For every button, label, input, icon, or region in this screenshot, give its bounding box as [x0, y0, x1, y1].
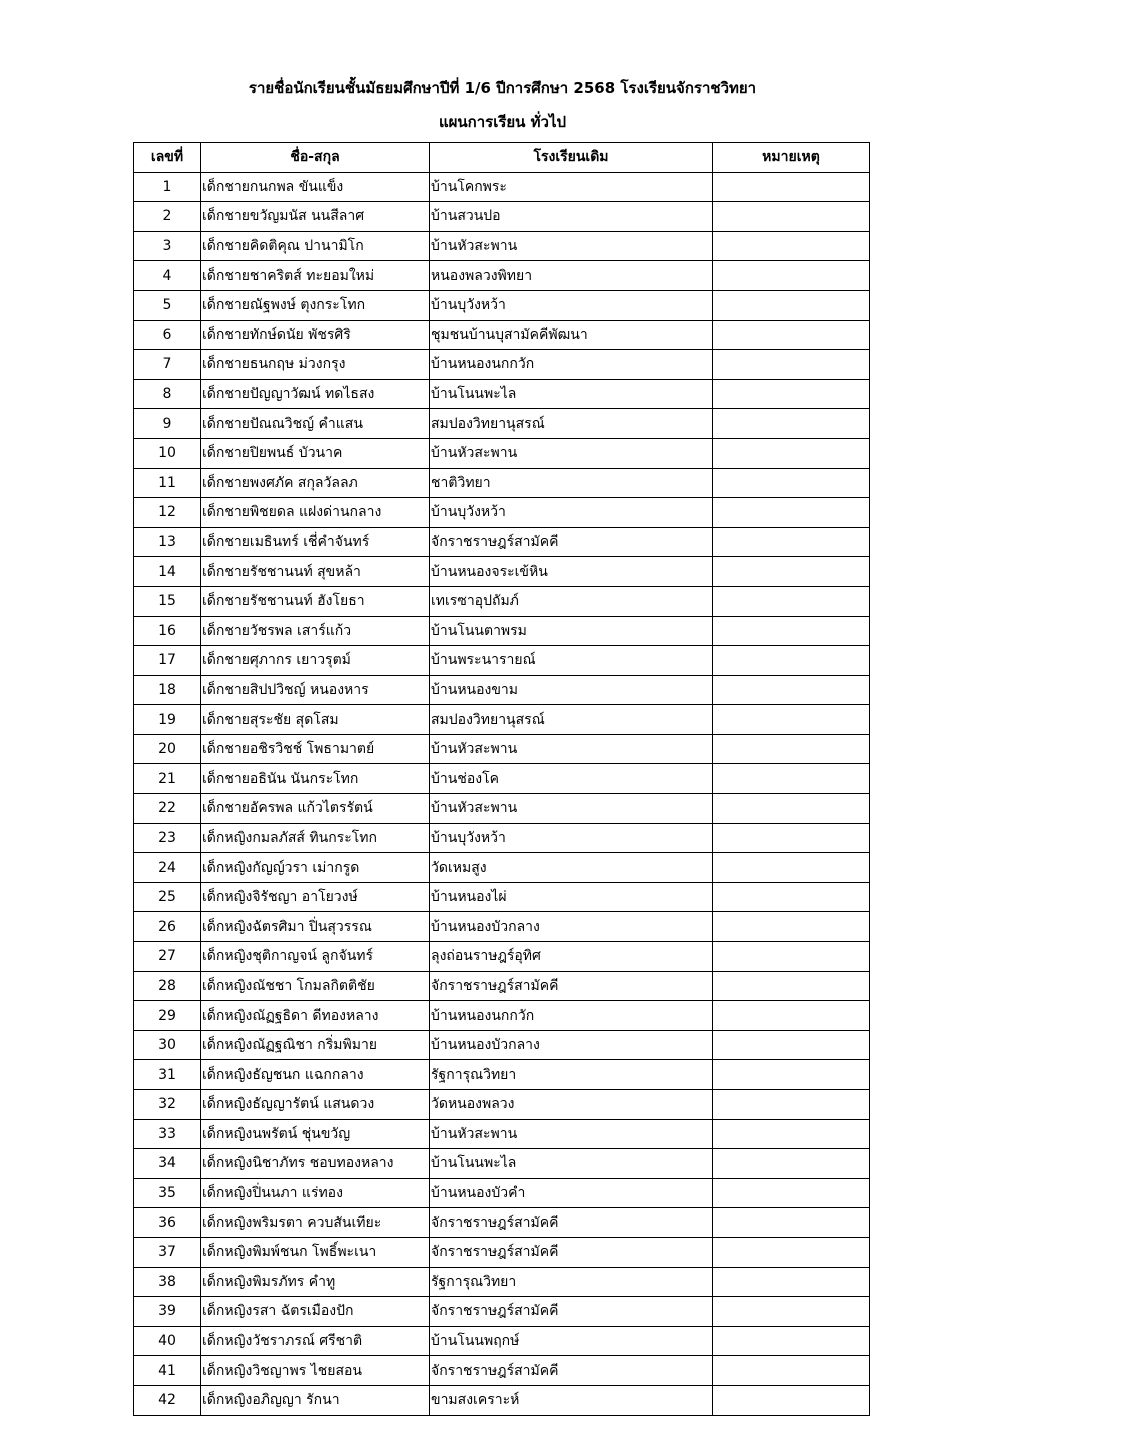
- remarks-cell: [713, 557, 870, 587]
- table-row: [134, 1001, 870, 1031]
- remarks-cell: [713, 734, 870, 764]
- previous-school-cell: บ้านหนองบัวกลาง: [430, 912, 713, 942]
- table-row: [134, 882, 870, 912]
- remarks-cell: [713, 202, 870, 232]
- student-name-cell: เด็กชายธนกฤษ ม่วงกรุง: [201, 350, 430, 380]
- remarks-cell: [713, 1149, 870, 1179]
- remarks-cell: [713, 1326, 870, 1356]
- remarks-cell: [713, 498, 870, 528]
- student-name-cell: เด็กหญิงนิชาภัทร ชอบทองหลาง: [201, 1149, 430, 1179]
- remarks-cell: [713, 823, 870, 853]
- remarks-cell: [713, 261, 870, 291]
- student-name-cell: เด็กชายอชิรวิชช์ โพธามาตย์: [201, 734, 430, 764]
- previous-school-cell: จักราชราษฎร์สามัคคี: [430, 1237, 713, 1267]
- table-row: [134, 1237, 870, 1267]
- number-cell: 15: [134, 586, 201, 616]
- remarks-cell: [713, 616, 870, 646]
- student-name-cell: เด็กหญิงณัชชา โกมลกิตติชัย: [201, 971, 430, 1001]
- previous-school-cell: บ้านโนนพะไล: [430, 379, 713, 409]
- table-row: [134, 853, 870, 883]
- student-name-cell: เด็กชายสิปปวิชญ์ หนองหาร: [201, 675, 430, 705]
- number-cell: 18: [134, 675, 201, 705]
- number-cell: 11: [134, 468, 201, 498]
- student-name-cell: เด็กชายชาคริตส์ ทะยอมใหม่: [201, 261, 430, 291]
- student-name-cell: เด็กชายพงศภัค สกุลวัลลภ: [201, 468, 430, 498]
- table-row: [134, 794, 870, 824]
- table-header-row: [134, 143, 870, 173]
- student-name-cell: เด็กชายทักษ์ดนัย พัชรศิริ: [201, 320, 430, 350]
- number-cell: 33: [134, 1119, 201, 1149]
- student-roster-table: [133, 142, 870, 1416]
- student-name-cell: เด็กชายอธินัน นันกระโทก: [201, 764, 430, 794]
- student-name-cell: เด็กชายปัญญาวัฒน์ ทดไธสง: [201, 379, 430, 409]
- number-cell: 20: [134, 734, 201, 764]
- number-cell: 2: [134, 202, 201, 232]
- remarks-cell: [713, 912, 870, 942]
- student-name-cell: เด็กชายกนกพล ขันแข็ง: [201, 172, 430, 202]
- previous-school-cell: ขามสงเคราะห์: [430, 1385, 713, 1415]
- student-name-cell: เด็กชายณัฐพงษ์ ตุงกระโทก: [201, 290, 430, 320]
- student-name-cell: เด็กหญิงฉัตรศิมา ปิ่นสุวรรณ: [201, 912, 430, 942]
- previous-school-cell: บ้านหนองนกกวัก: [430, 1001, 713, 1031]
- number-cell: 25: [134, 882, 201, 912]
- number-cell: 8: [134, 379, 201, 409]
- number-cell: 6: [134, 320, 201, 350]
- student-name-cell: เด็กหญิงพริมรตา ควบสันเทียะ: [201, 1208, 430, 1238]
- student-name-cell: เด็กหญิงกมลภัสส์ ทินกระโทก: [201, 823, 430, 853]
- previous-school-cell: เทเรซาอุปถัมภ์: [430, 586, 713, 616]
- previous-school-cell: บ้านโนนตาพรม: [430, 616, 713, 646]
- table-row: [134, 320, 870, 350]
- student-name-cell: เด็กหญิงรสา ฉัตรเมืองปัก: [201, 1297, 430, 1327]
- number-cell: 31: [134, 1060, 201, 1090]
- remarks-cell: [713, 1178, 870, 1208]
- previous-school-cell: บ้านหัวสะพาน: [430, 438, 713, 468]
- document-title: รายชื่อนักเรียนชั้นมัธยมศึกษาปีที่ 1/6 ปีการศึกษา 2568 โรงเรียนจักราชวิทยา: [248, 79, 757, 97]
- number-cell: 38: [134, 1267, 201, 1297]
- table-row: [134, 231, 870, 261]
- table-row: [134, 1385, 870, 1415]
- remarks-cell: [713, 350, 870, 380]
- table-row: [134, 379, 870, 409]
- column-header-remarks: หมายเหตุ: [713, 143, 870, 173]
- remarks-cell: [713, 1119, 870, 1149]
- student-name-cell: เด็กหญิงพิมรภัทร คำทู: [201, 1267, 430, 1297]
- table-row: [134, 1178, 870, 1208]
- number-cell: 1: [134, 172, 201, 202]
- student-name-cell: เด็กชายอัครพล แก้วไตรรัตน์: [201, 794, 430, 824]
- remarks-cell: [713, 646, 870, 676]
- previous-school-cell: รัฐการุณวิทยา: [430, 1267, 713, 1297]
- student-name-cell: เด็กชายสุระชัย สุดโสม: [201, 705, 430, 735]
- column-header-number: เลขที่: [134, 143, 201, 173]
- number-cell: 30: [134, 1030, 201, 1060]
- previous-school-cell: บ้านโนนพฤกษ์: [430, 1326, 713, 1356]
- table-row: [134, 172, 870, 202]
- student-name-cell: เด็กหญิงชุติกาญจน์ ลูกจันทร์: [201, 942, 430, 972]
- number-cell: 35: [134, 1178, 201, 1208]
- number-cell: 14: [134, 557, 201, 587]
- table-row: [134, 290, 870, 320]
- previous-school-cell: บ้านหัวสะพาน: [430, 231, 713, 261]
- previous-school-cell: บ้านพระนารายณ์: [430, 646, 713, 676]
- table-row: [134, 764, 870, 794]
- previous-school-cell: บ้านหัวสะพาน: [430, 794, 713, 824]
- previous-school-cell: บ้านหัวสะพาน: [430, 734, 713, 764]
- table-row: [134, 675, 870, 705]
- remarks-cell: [713, 290, 870, 320]
- table-row: [134, 1208, 870, 1238]
- number-cell: 32: [134, 1090, 201, 1120]
- table-row: [134, 971, 870, 1001]
- previous-school-cell: รัฐการุณวิทยา: [430, 1060, 713, 1090]
- student-name-cell: เด็กชายคิดติคุณ ปานามิโก: [201, 231, 430, 261]
- previous-school-cell: จักราชราษฎร์สามัคคี: [430, 1297, 713, 1327]
- remarks-cell: [713, 586, 870, 616]
- number-cell: 13: [134, 527, 201, 557]
- number-cell: 22: [134, 794, 201, 824]
- student-name-cell: เด็กชายปิยพนธ์ บัวนาค: [201, 438, 430, 468]
- previous-school-cell: บ้านโคกพระ: [430, 172, 713, 202]
- table-row: [134, 1356, 870, 1386]
- remarks-cell: [713, 882, 870, 912]
- number-cell: 17: [134, 646, 201, 676]
- number-cell: 29: [134, 1001, 201, 1031]
- previous-school-cell: หนองพลวงพิทยา: [430, 261, 713, 291]
- previous-school-cell: บ้านหนองจระเข้หิน: [430, 557, 713, 587]
- number-cell: 39: [134, 1297, 201, 1327]
- table-row: [134, 527, 870, 557]
- number-cell: 7: [134, 350, 201, 380]
- remarks-cell: [713, 1090, 870, 1120]
- previous-school-cell: จักราชราษฎร์สามัคคี: [430, 1208, 713, 1238]
- remarks-cell: [713, 794, 870, 824]
- previous-school-cell: วัดหนองพลวง: [430, 1090, 713, 1120]
- number-cell: 37: [134, 1237, 201, 1267]
- previous-school-cell: บ้านหนองไผ่: [430, 882, 713, 912]
- remarks-cell: [713, 1060, 870, 1090]
- column-header-previous-school: โรงเรียนเดิม: [430, 143, 713, 173]
- previous-school-cell: จักราชราษฎร์สามัคคี: [430, 971, 713, 1001]
- previous-school-cell: บ้านบุวังหว้า: [430, 498, 713, 528]
- student-name-cell: เด็กหญิงนพรัตน์ ชุ่นขวัญ: [201, 1119, 430, 1149]
- number-cell: 12: [134, 498, 201, 528]
- previous-school-cell: บ้านหนองบัวคำ: [430, 1178, 713, 1208]
- previous-school-cell: บ้านบุวังหว้า: [430, 290, 713, 320]
- student-name-cell: เด็กชายรัชชานนท์ ฮังโยธา: [201, 586, 430, 616]
- table-row: [134, 438, 870, 468]
- remarks-cell: [713, 527, 870, 557]
- remarks-cell: [713, 438, 870, 468]
- previous-school-cell: บ้านสวนปอ: [430, 202, 713, 232]
- student-name-cell: เด็กชายรัชชานนท์ สุขหล้า: [201, 557, 430, 587]
- previous-school-cell: บ้านหัวสะพาน: [430, 1119, 713, 1149]
- previous-school-cell: บ้านบุวังหว้า: [430, 823, 713, 853]
- table-row: [134, 409, 870, 439]
- previous-school-cell: ชาติวิทยา: [430, 468, 713, 498]
- remarks-cell: [713, 705, 870, 735]
- table-row: [134, 616, 870, 646]
- number-cell: 24: [134, 853, 201, 883]
- table-row: [134, 942, 870, 972]
- remarks-cell: [713, 764, 870, 794]
- table-row: [134, 586, 870, 616]
- previous-school-cell: บ้านหนองขาม: [430, 675, 713, 705]
- remarks-cell: [713, 172, 870, 202]
- previous-school-cell: ลุงถ่อนราษฎร์อุทิศ: [430, 942, 713, 972]
- student-name-cell: เด็กหญิงธัญญารัตน์ แสนดวง: [201, 1090, 430, 1120]
- remarks-cell: [713, 1267, 870, 1297]
- previous-school-cell: จักราชราษฎร์สามัคคี: [430, 527, 713, 557]
- student-name-cell: เด็กหญิงธัญชนก แฉกกลาง: [201, 1060, 430, 1090]
- table-row: [134, 557, 870, 587]
- student-name-cell: เด็กชายปัณณวิชญ์ คำแสน: [201, 409, 430, 439]
- student-name-cell: เด็กหญิงณัฏฐณิชา กริ่มพิมาย: [201, 1030, 430, 1060]
- remarks-cell: [713, 1237, 870, 1267]
- number-cell: 42: [134, 1385, 201, 1415]
- remarks-cell: [713, 942, 870, 972]
- table-row: [134, 468, 870, 498]
- student-name-cell: เด็กชายเมธินทร์ เชี่คำจันทร์: [201, 527, 430, 557]
- student-name-cell: เด็กชายศุภากร เยาวรุตม์: [201, 646, 430, 676]
- remarks-cell: [713, 379, 870, 409]
- student-name-cell: เด็กชายขวัญมนัส นนสีลาศ: [201, 202, 430, 232]
- number-cell: 36: [134, 1208, 201, 1238]
- student-name-cell: เด็กหญิงอภิญญา รักนา: [201, 1385, 430, 1415]
- remarks-cell: [713, 971, 870, 1001]
- table-row: [134, 1326, 870, 1356]
- remarks-cell: [713, 409, 870, 439]
- table-row: [134, 1060, 870, 1090]
- previous-school-cell: วัดเหมสูง: [430, 853, 713, 883]
- number-cell: 40: [134, 1326, 201, 1356]
- number-cell: 16: [134, 616, 201, 646]
- table-row: [134, 1119, 870, 1149]
- previous-school-cell: สมปองวิทยานุสรณ์: [430, 409, 713, 439]
- number-cell: 9: [134, 409, 201, 439]
- table-row: [134, 1090, 870, 1120]
- student-name-cell: เด็กชายพิชยดล แฝงด่านกลาง: [201, 498, 430, 528]
- number-cell: 28: [134, 971, 201, 1001]
- column-header-name: ชื่อ-สกุล: [201, 143, 430, 173]
- table-row: [134, 1149, 870, 1179]
- student-name-cell: เด็กหญิงณัฏฐธิดา ดีทองหลาง: [201, 1001, 430, 1031]
- table-row: [134, 350, 870, 380]
- number-cell: 23: [134, 823, 201, 853]
- remarks-cell: [713, 468, 870, 498]
- remarks-cell: [713, 1208, 870, 1238]
- remarks-cell: [713, 1001, 870, 1031]
- remarks-cell: [713, 1356, 870, 1386]
- number-cell: 5: [134, 290, 201, 320]
- number-cell: 41: [134, 1356, 201, 1386]
- table-body: [134, 172, 870, 1415]
- remarks-cell: [713, 1297, 870, 1327]
- table-row: [134, 823, 870, 853]
- table-row: [134, 705, 870, 735]
- student-name-cell: เด็กหญิงปิ่นนภา แร่ทอง: [201, 1178, 430, 1208]
- student-name-cell: เด็กหญิงกัญญ์วรา เม่ากรูด: [201, 853, 430, 883]
- number-cell: 34: [134, 1149, 201, 1179]
- table-row: [134, 202, 870, 232]
- student-name-cell: เด็กชายวัชรพล เสาร์แก้ว: [201, 616, 430, 646]
- number-cell: 19: [134, 705, 201, 735]
- table-row: [134, 1267, 870, 1297]
- previous-school-cell: จักราชราษฎร์สามัคคี: [430, 1356, 713, 1386]
- number-cell: 10: [134, 438, 201, 468]
- previous-school-cell: สมปองวิทยานุสรณ์: [430, 705, 713, 735]
- previous-school-cell: บ้านโนนพะไล: [430, 1149, 713, 1179]
- table-row: [134, 1030, 870, 1060]
- remarks-cell: [713, 675, 870, 705]
- student-name-cell: เด็กหญิงวัชราภรณ์ ศรีชาติ: [201, 1326, 430, 1356]
- study-plan-subtitle: แผนการเรียน ทั่วไป: [438, 113, 567, 131]
- table-row: [134, 734, 870, 764]
- student-name-cell: เด็กหญิงวิชญาพร ไชยสอน: [201, 1356, 430, 1386]
- number-cell: 3: [134, 231, 201, 261]
- number-cell: 21: [134, 764, 201, 794]
- table-row: [134, 912, 870, 942]
- number-cell: 27: [134, 942, 201, 972]
- table-row: [134, 498, 870, 528]
- remarks-cell: [713, 320, 870, 350]
- table-row: [134, 261, 870, 291]
- previous-school-cell: บ้านช่องโค: [430, 764, 713, 794]
- number-cell: 4: [134, 261, 201, 291]
- number-cell: 26: [134, 912, 201, 942]
- previous-school-cell: บ้านหนองบัวกลาง: [430, 1030, 713, 1060]
- student-name-cell: เด็กหญิงพิมพ์ชนก โพธิ์พะเนา: [201, 1237, 430, 1267]
- table-row: [134, 646, 870, 676]
- previous-school-cell: ชุมชนบ้านบุสามัคคีพัฒนา: [430, 320, 713, 350]
- previous-school-cell: บ้านหนองนกกวัก: [430, 350, 713, 380]
- remarks-cell: [713, 231, 870, 261]
- remarks-cell: [713, 1030, 870, 1060]
- remarks-cell: [713, 1385, 870, 1415]
- student-name-cell: เด็กหญิงจิรัชญา อาโยวงษ์: [201, 882, 430, 912]
- table-row: [134, 1297, 870, 1327]
- remarks-cell: [713, 853, 870, 883]
